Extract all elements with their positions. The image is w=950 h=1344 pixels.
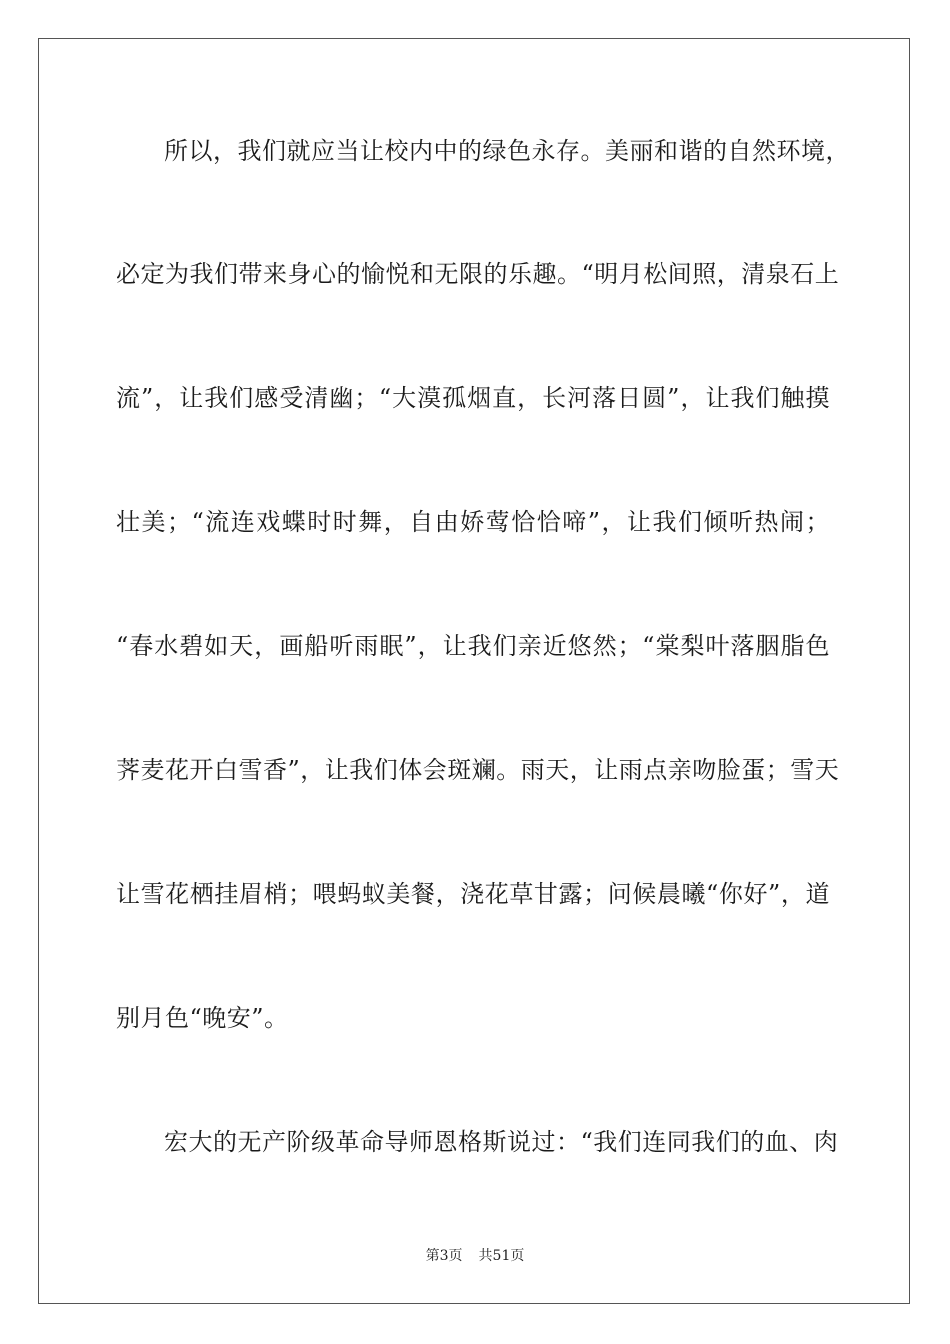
page-total: 共51页 [478,1248,525,1264]
paragraph-line: “春水碧如天，画船听雨眠”，让我们亲近悠然；“棠梨叶落胭脂色 [116,632,830,660]
paragraph-line: 流”，让我们感受清幽；“大漠孤烟直，长河落日圆”，让我们触摸 [116,384,830,412]
paragraph-line: 宏大的无产阶级革命导师恩格斯说过：“我们连同我们的血、肉 [164,1128,839,1156]
page-footer [0,1246,950,1266]
paragraph-line: 别月色“晚安”。 [116,1004,289,1032]
paragraph-line: 壮美；“流连戏蝶时时舞，自由娇莺恰恰啼”，让我们倾听热闹； [116,508,830,536]
paragraph-line: 必定为我们带来身心的愉悦和无限的乐趣。“明月松间照，清泉石上 [116,260,840,288]
paragraph-line: 荠麦花开白雪香”，让我们体会斑斓。雨天，让雨点亲吻脸蛋；雪天 [116,756,840,784]
page-frame [38,38,910,1304]
paragraph-line: 所以，我们就应当让校内中的绿色永存。美丽和谐的自然环境， [164,137,850,165]
page-number: 第3页 [425,1248,463,1264]
paragraph-line: 让雪花栖挂眉梢；喂蚂蚁美餐，浇花草甘露；问候晨曦“你好”，道 [116,880,830,908]
